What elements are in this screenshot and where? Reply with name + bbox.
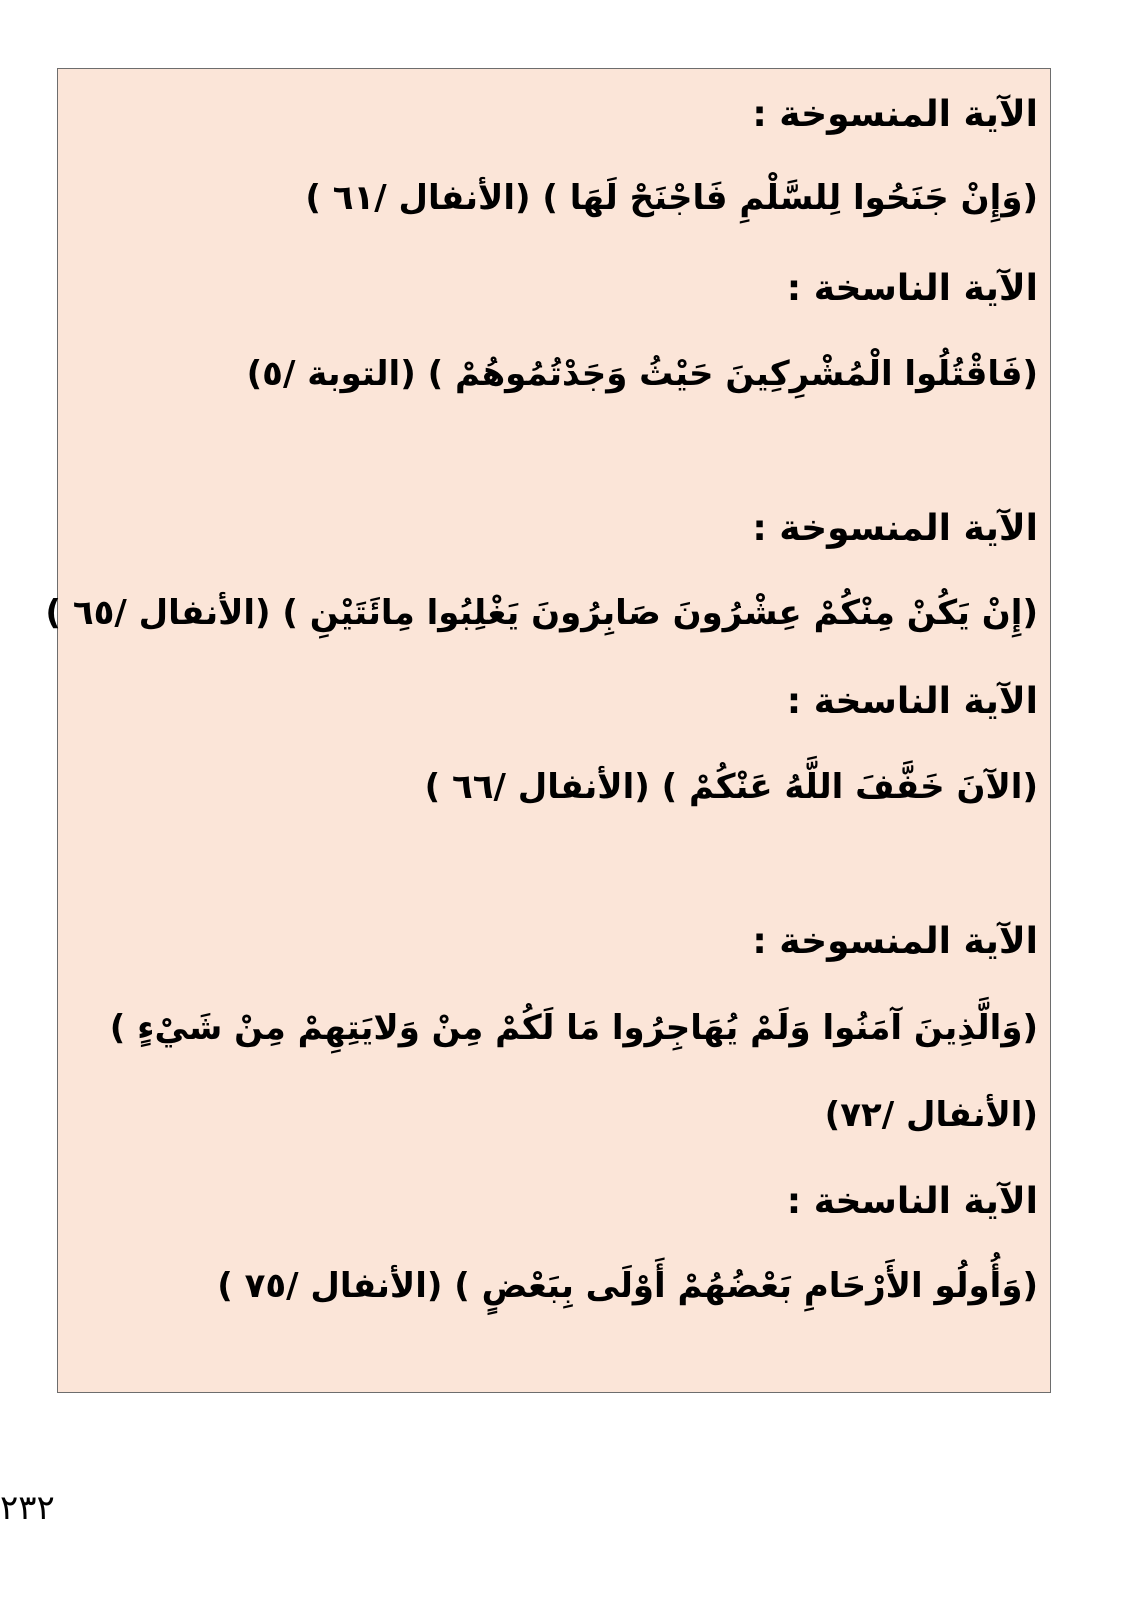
abrogating-verse: (الآنَ خَفَّفَ اللَّهُ عَنْكُمْ ) (الأنفال /٦٦ ) (424, 767, 1038, 807)
content-box (45, 68, 1051, 1393)
abrogated-verse: (إِنْ يَكُنْ مِنْكُمْ عِشْرُونَ صَابِرُونَ يَغْلِبُوا مِائَتَيْنِ ) (الأنفال /٦٥ ) (45, 593, 1038, 633)
abrogated-label: الآية المنسوخة : (752, 508, 1038, 549)
abrogated-verse: (وَإِنْ جَنَحُوا لِلسَّلْمِ فَاجْنَحْ لَهَا ) (الأنفال /٦١ ) (305, 178, 1038, 218)
abrogated-label: الآية المنسوخة : (752, 921, 1038, 962)
abrogating-verse: (فَاقْتُلُوا الْمُشْرِكِينَ حَيْثُ وَجَدْتُمُوهُمْ ) (التوبة /٥) (246, 354, 1038, 394)
abrogating-label: الآية الناسخة : (786, 268, 1038, 309)
page-number: ٢٣٢ (0, 1488, 55, 1528)
abrogated-label: الآية المنسوخة : (752, 94, 1038, 135)
abrogated-verse-reference: (الأنفال /٧٢) (824, 1095, 1038, 1135)
abrogating-verse: (وَأُولُو الأَرْحَامِ بَعْضُهُمْ أَوْلَى بِبَعْضٍ ) (الأنفال /٧٥ ) (217, 1266, 1038, 1306)
abrogated-verse: (وَالَّذِينَ آمَنُوا وَلَمْ يُهَاجِرُوا مَا لَكُمْ مِنْ وَلايَتِهِمْ مِنْ شَيْءٍ ) (109, 1008, 1038, 1048)
abrogating-label: الآية الناسخة : (786, 1181, 1038, 1222)
abrogating-label: الآية الناسخة : (786, 681, 1038, 722)
